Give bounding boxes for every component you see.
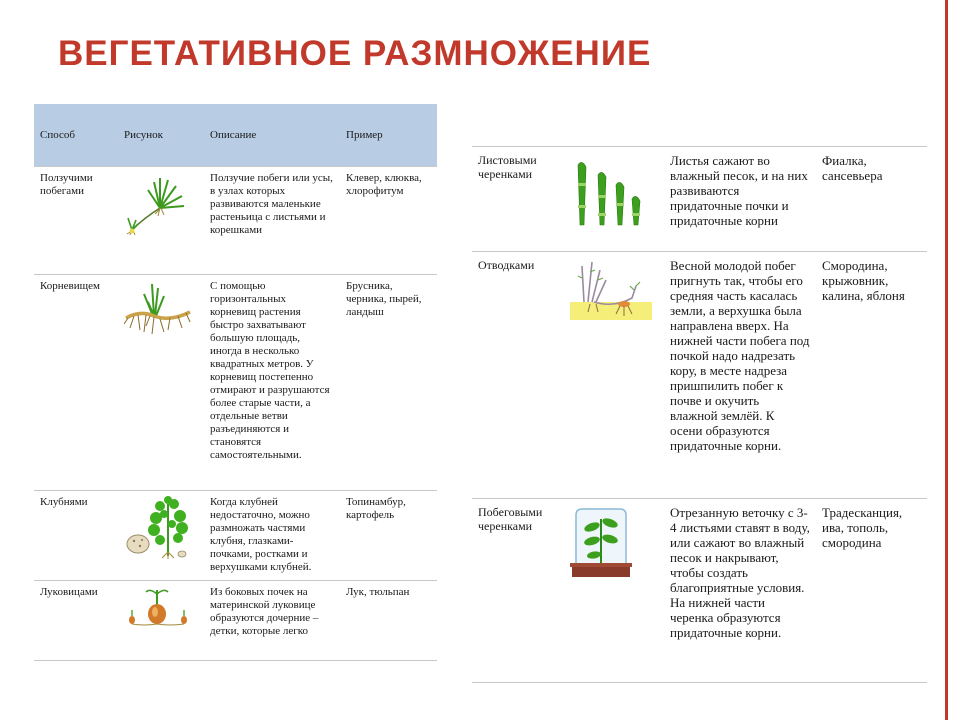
rhizome-plant-icon [124, 280, 194, 336]
page-title: ВЕГЕТАТИВНОЕ РАЗМНОЖЕНИЕ [58, 34, 652, 73]
row-description: Листья сажают во влажный песок, и на них развиваются придаточные почки и придаточные корни [664, 147, 816, 252]
row-description: Весной молодой побег пригнуть так, чтобы его средняя часть касалась земли, а верхушка была направлена вверх. На нижней части побега под почкой надо надрезать кору, в месте надреза пришпилить побег к почве и окучить влажной землёй. К осени образуются придаточные корни. [664, 252, 816, 499]
leaf-cuttings-icon [570, 155, 650, 227]
row-method: Побеговыми черенками [472, 499, 564, 683]
header-example: Пример [340, 104, 437, 167]
table-row [34, 491, 437, 581]
row-method: Луковицами [34, 581, 118, 661]
row-description: Отрезанную веточку с 3-4 листьями ставят в воду, или сажают во влажный песок и накрывают, чтобы создать благоприятные условия. На нижней части черенка образуются придаточные корни. [664, 499, 816, 683]
row-method: Листовыми черенками [472, 147, 564, 252]
header-picture: Рисунок [118, 104, 204, 167]
row-example: Лук, тюльпан [340, 581, 437, 661]
left-table [34, 104, 437, 661]
shoot-cutting-under-glass-icon [570, 507, 632, 579]
table-row [34, 167, 437, 275]
row-method: Клубнями [34, 491, 118, 581]
header-description: Описание [204, 104, 340, 167]
row-method: Ползучими побегами [34, 167, 118, 275]
row-example: Фиалка, сансевьера [816, 147, 927, 252]
row-description: Из боковых почек на материнской луковице образуются дочерние – детки, которые легко [204, 581, 340, 661]
layering-plant-icon [570, 258, 652, 320]
table-header-row [34, 104, 437, 167]
tuber-plant-icon [124, 496, 196, 560]
table-row [472, 499, 927, 683]
row-description: Когда клубней недостаточно, можно размножать частями клубня, глазками-почками, ростками и верхушками клубней. [204, 491, 340, 581]
table-row [472, 252, 927, 499]
row-example: Смородина, крыжовник, калина, яблоня [816, 252, 927, 499]
accent-bar [945, 0, 948, 720]
row-example: Традесканция, ива, тополь, смородина [816, 499, 927, 683]
row-example: Топинамбур, картофель [340, 491, 437, 581]
header-method: Способ [34, 104, 118, 167]
right-table [472, 146, 927, 683]
row-example: Брусника, черника, пырей, ландыш [340, 275, 437, 491]
table-row [34, 581, 437, 661]
table-row [472, 147, 927, 252]
row-method: Корневищем [34, 275, 118, 491]
row-example: Клевер, клюква, хлорофитум [340, 167, 437, 275]
creeping-shoot-plant-icon [124, 174, 192, 236]
row-description: Ползучие побеги или усы, в узлах которых развиваются маленькие растеньица с листьями и корешками [204, 167, 340, 275]
row-description: С помощью горизонтальных корневищ растения быстро захватывают большую площадь, иногда в несколько квадратных метров. У корневищ постепенно отмирают и разрушаются более старые части, а отдельные ветви разъединяются и становятся самостоятельными. [204, 275, 340, 491]
row-method: Отводками [472, 252, 564, 499]
table-row [34, 275, 437, 491]
bulb-plant-icon [124, 586, 194, 632]
